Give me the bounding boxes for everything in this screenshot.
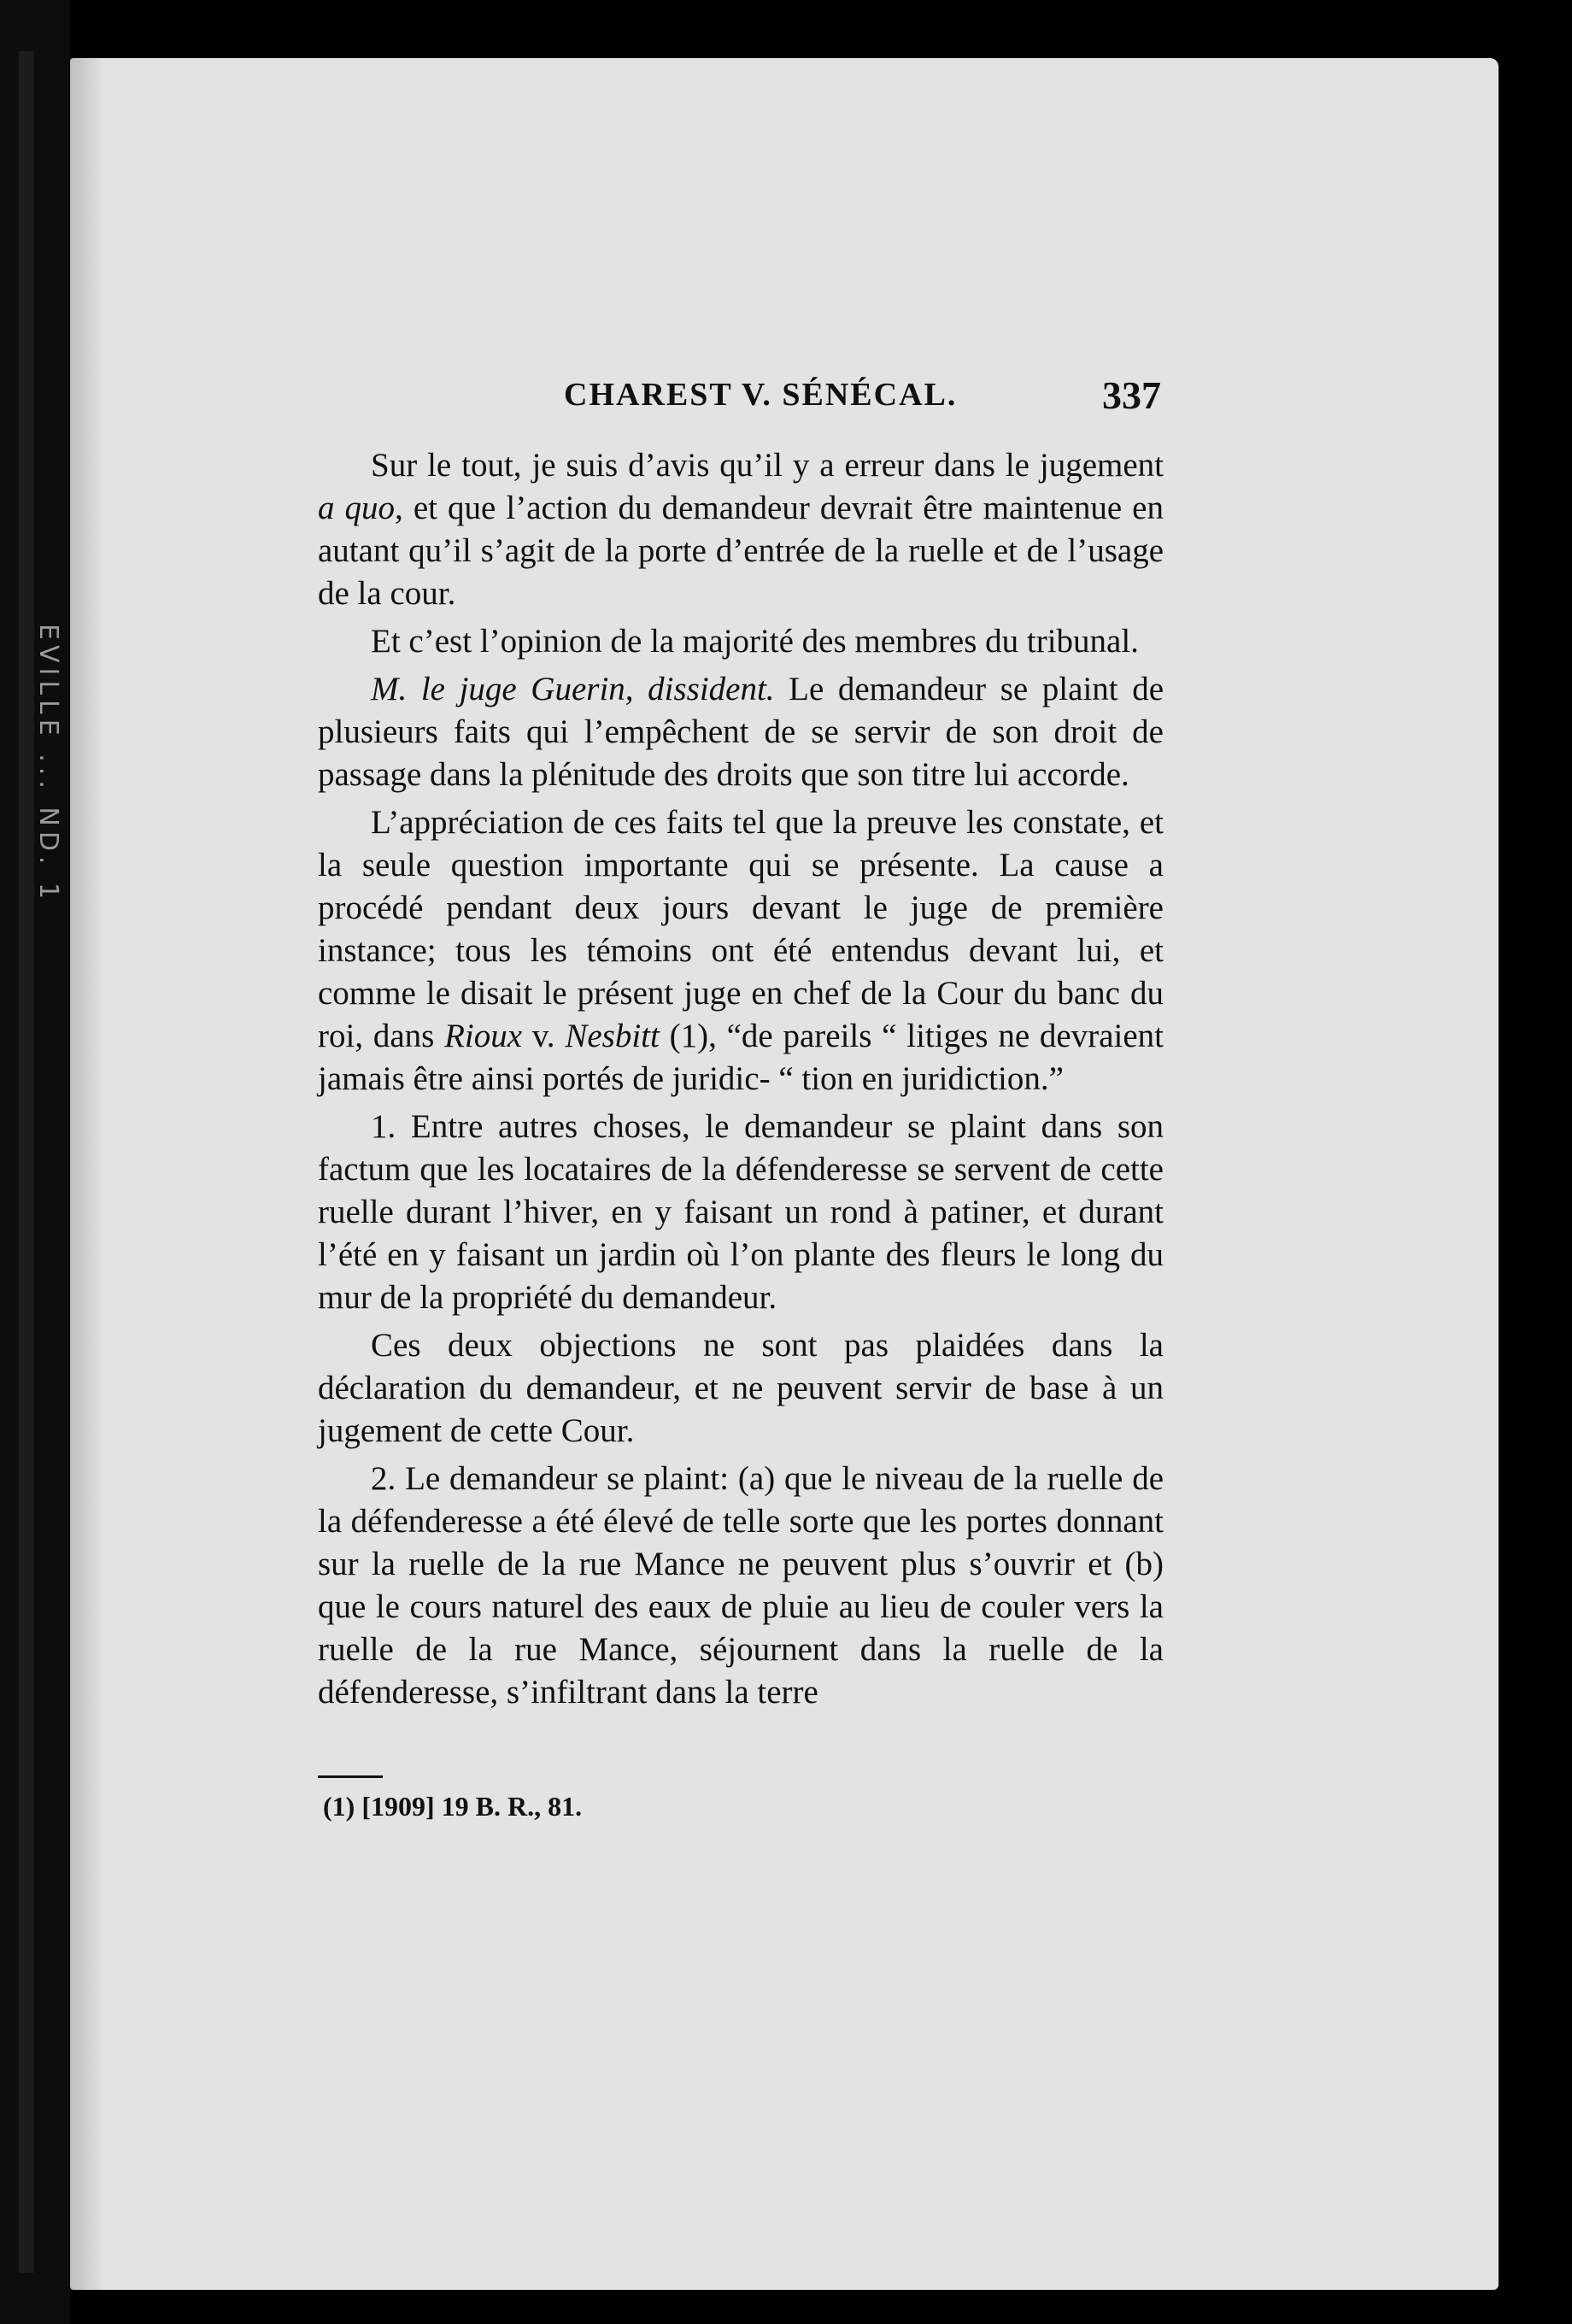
text-run: 1. Entre autres choses, le demandeur se plaint dans son factum que les locataires de la défenderesse se servent de cette ruelle durant l’hiver, en y faisant un rond à patiner, et durant l’été en y faisant un jardin où l’on plante des fleurs le long du mur de la propriété du demandeur. bbox=[318, 1108, 1164, 1316]
binding-edge bbox=[19, 51, 34, 2273]
body-text bbox=[318, 444, 1164, 1719]
paragraph bbox=[318, 801, 1164, 1100]
italic-text: M. le juge Guerin, dissident. bbox=[371, 671, 775, 707]
text-run: Ces deux objections ne sont pas plaidées dans la déclaration du demandeur, et ne peuvent servir de base à un jugement de cette Cour. bbox=[318, 1327, 1164, 1449]
gutter-text: EVILLE ... ND. 1 bbox=[33, 624, 63, 905]
text-run: et que l’action du demandeur devrait être maintenue en autant qu’il s’agit de la porte d’entrée de la ruelle et de l’usage de la cour. bbox=[318, 490, 1164, 612]
footnote: (1) [1909] 19 B. R., 81. bbox=[323, 1791, 583, 1822]
paragraph bbox=[318, 1458, 1164, 1714]
book-binding bbox=[0, 0, 70, 2324]
page-number: 337 bbox=[1102, 373, 1161, 417]
footnote-rule bbox=[318, 1775, 383, 1778]
paragraph bbox=[318, 444, 1164, 615]
text-run: 2. Le demandeur se plaint: (a) que le niveau de la ruelle de la défenderesse a été élevé de telle sorte que les portes donnant sur la ruelle de la rue Mance ne peuvent plus s’ouvrir et (b) que le cours naturel des eaux de pluie au lieu de couler vers la ruelle de la rue Mance, séjournent dans la ruelle de la défenderesse, s’infiltrant dans la terre bbox=[318, 1460, 1164, 1711]
paragraph bbox=[318, 668, 1164, 796]
running-head: CHAREST V. SÉNÉCAL. bbox=[564, 377, 958, 413]
italic-text: a quo, bbox=[318, 490, 403, 526]
paragraph bbox=[318, 620, 1164, 663]
paragraph bbox=[318, 1106, 1164, 1319]
italic-text: Rioux bbox=[444, 1018, 523, 1054]
text-run: Et c’est l’opinion de la majorité des membres du tribunal. bbox=[371, 623, 1139, 660]
paragraph bbox=[318, 1324, 1164, 1452]
text-run: v. bbox=[522, 1018, 566, 1054]
text-run: (1), “de pareils “ litiges ne devraient jamais être ainsi portés de juridic- “ tion en juridiction.” bbox=[318, 1018, 1164, 1097]
italic-text: Nesbitt bbox=[565, 1018, 660, 1054]
text-run: Sur le tout, je suis d’avis qu’il y a erreur dans le jugement bbox=[371, 447, 1164, 484]
text-run: L’appréciation de ces faits tel que la preuve les constate, et la seule question importante qui se présente. La cause a procédé pendant deux jours devant le juge de première instance; tous les témoins ont été entendus devant lui, et comme le disait le présent juge en chef de la Cour du banc du roi, dans bbox=[318, 804, 1164, 1054]
text-run: Le demandeur se plaint de plusieurs faits qui l’empêchent de se servir de son droit de passage dans la plénitude des droits que son titre lui accorde. bbox=[318, 671, 1164, 793]
page-shadow bbox=[70, 58, 104, 2290]
